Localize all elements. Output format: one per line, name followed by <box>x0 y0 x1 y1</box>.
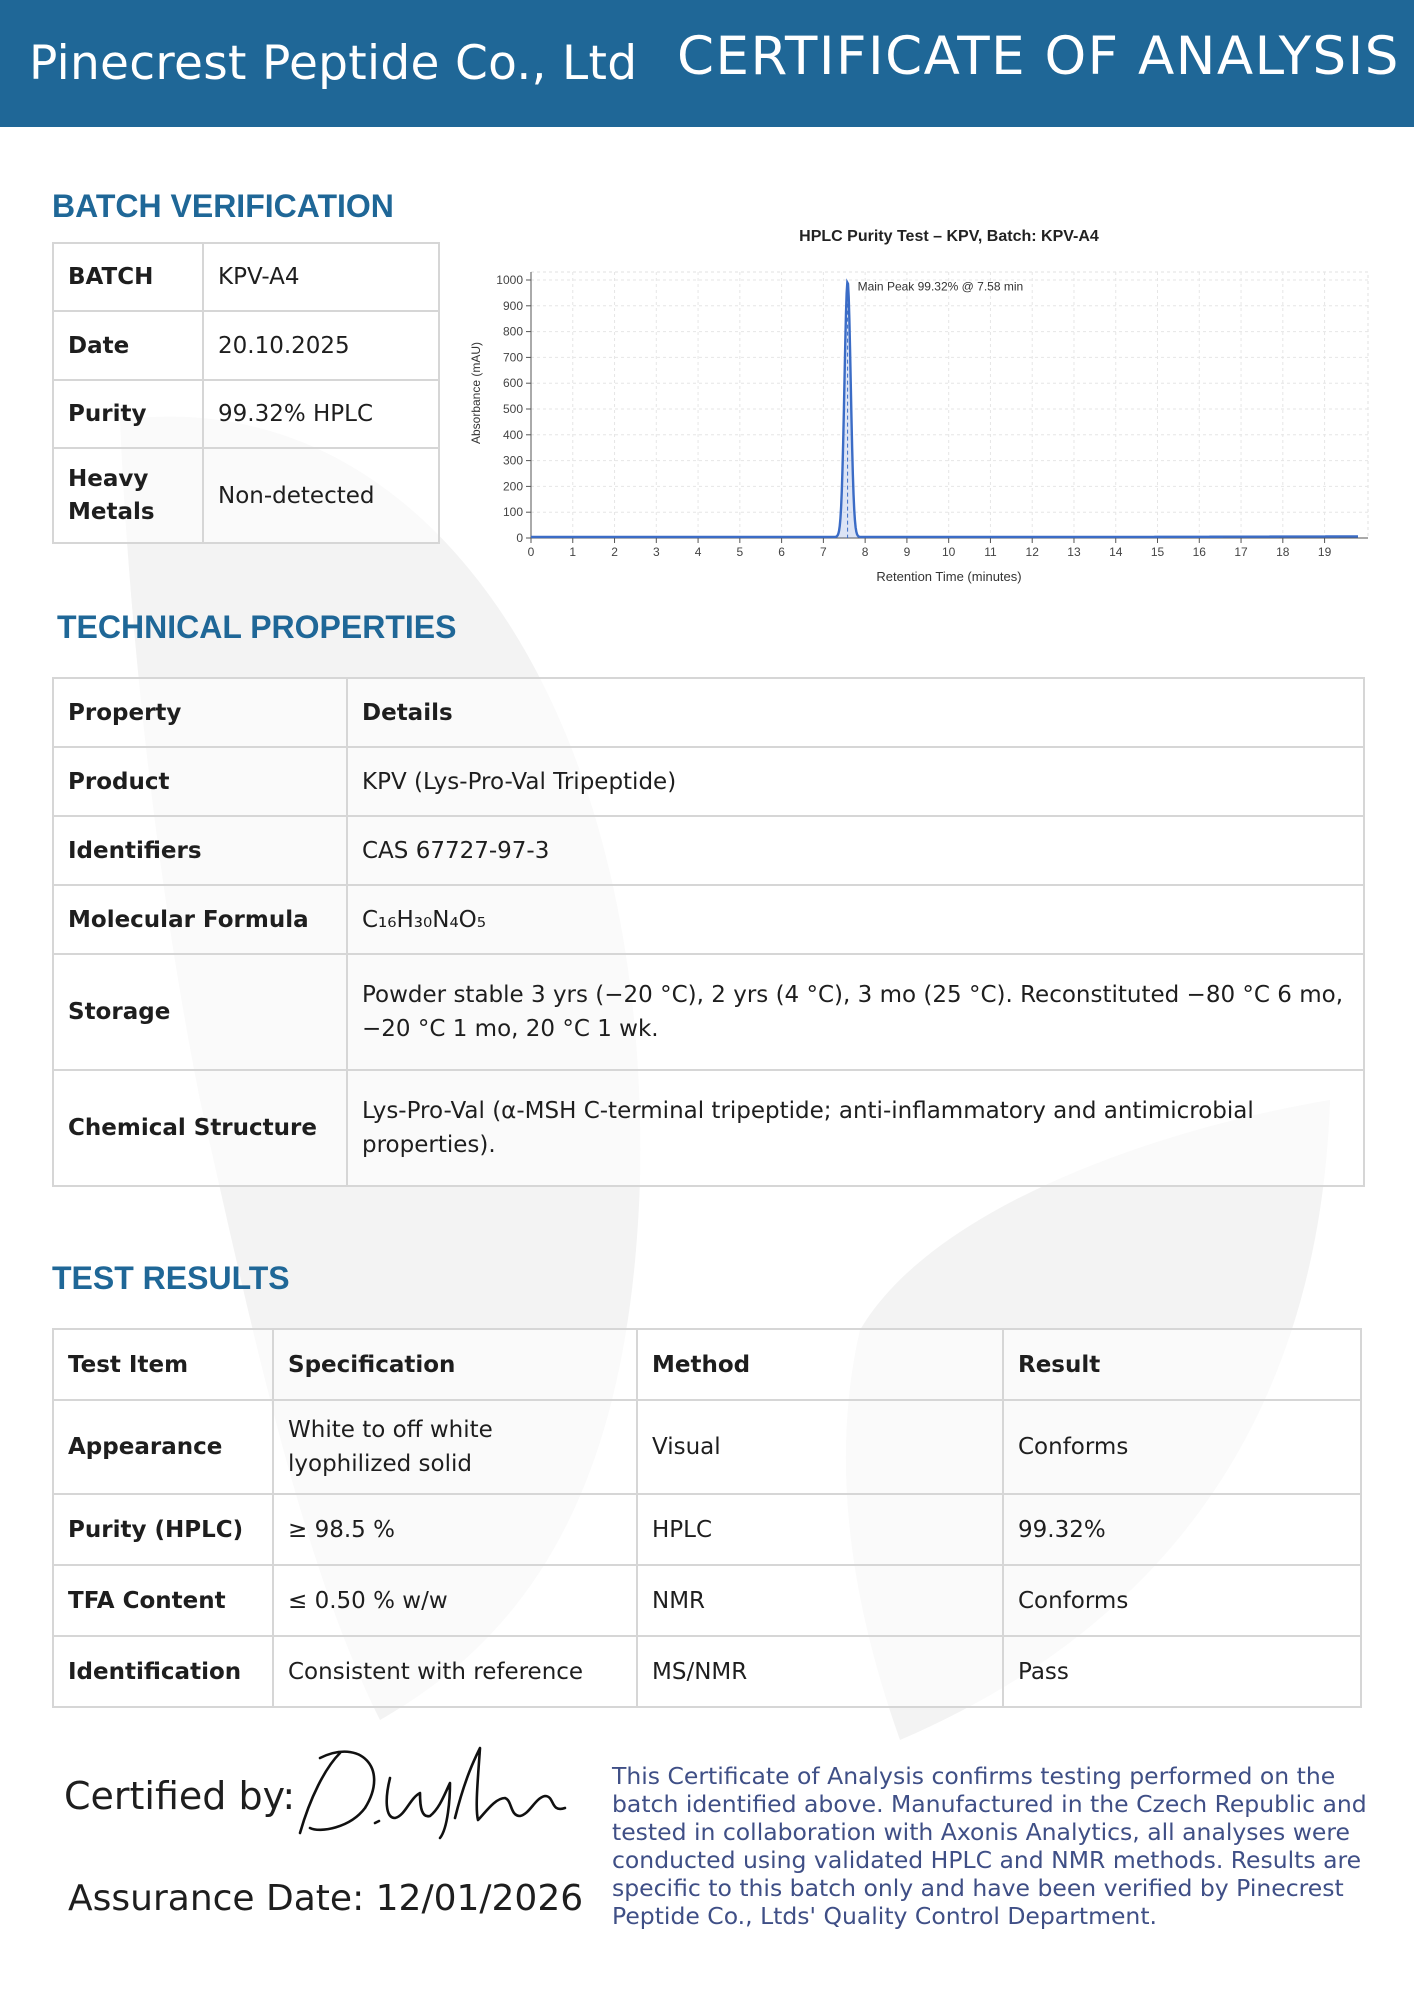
method-header: Method <box>637 1329 1003 1400</box>
chart-title: HPLC Purity Test – KPV, Batch: KPV-A4 <box>799 228 1099 245</box>
x-tick-label: 8 <box>861 545 869 559</box>
batch-table <box>52 242 440 544</box>
method: NMR <box>637 1565 1003 1636</box>
storage-value: Powder stable 3 yrs (−20 °C), 2 yrs (4 °C), 3 mo (25 °C). Reconstituted −80 °C 6 mo, −20 °C 1 mo, 20 °C 1 wk. <box>347 954 1364 1070</box>
x-tick-label: 17 <box>1234 545 1248 559</box>
formula-value: C₁₆H₃₀N₄O₅ <box>347 885 1364 954</box>
method: MS/NMR <box>637 1636 1003 1707</box>
date-label: Date <box>53 311 203 380</box>
specification: Consistent with reference <box>273 1636 637 1707</box>
formula-label: Molecular Formula <box>53 885 347 954</box>
table-row <box>53 1070 1364 1186</box>
x-tick-label: 18 <box>1276 545 1290 559</box>
y-tick-label: 800 <box>502 324 523 339</box>
result-header: Result <box>1003 1329 1361 1400</box>
result: Pass <box>1003 1636 1361 1707</box>
date-value: 20.10.2025 <box>203 311 439 380</box>
table-row <box>53 311 439 380</box>
x-tick-label: 6 <box>778 545 785 559</box>
results-section-title: TEST RESULTS <box>52 1260 290 1296</box>
specification: ≤ 0.50 % w/w <box>273 1565 637 1636</box>
technical-properties-table <box>52 677 1365 1187</box>
company-name: Pinecrest Peptide Co., Ltd <box>29 36 638 91</box>
x-tick-label: 12 <box>1025 545 1039 559</box>
property-header: Property <box>53 678 347 747</box>
test-results-table <box>52 1328 1362 1708</box>
test-item: Purity (HPLC) <box>53 1494 273 1565</box>
chart-axes <box>496 272 1368 559</box>
purity-label: Purity <box>53 380 203 448</box>
table-row <box>53 816 1364 885</box>
test-item: TFA Content <box>53 1565 273 1636</box>
test-item-header: Test Item <box>53 1329 273 1400</box>
identifiers-label: Identifiers <box>53 816 347 885</box>
result: 99.32% <box>1003 1494 1361 1565</box>
table-row <box>53 448 439 543</box>
test-item: Appearance <box>53 1400 273 1494</box>
result: Conforms <box>1003 1400 1361 1494</box>
table-row <box>53 954 1364 1070</box>
test-item: Identification <box>53 1636 273 1707</box>
certificate-statement: This Certificate of Analysis confirms testing performed on the batch identified above. Manufactured in the Czech Republic and tested in collaboration with Axonis Analytics, all analyses were conducted using validated HPLC and NMR methods. Results are specific to this batch only and have been verified by Pinecrest Peptide Co., Ltds' Quality Control Department. <box>612 1762 1367 1930</box>
y-tick-label: 300 <box>502 453 523 468</box>
x-tick-label: 1 <box>569 545 577 559</box>
y-tick-label: 600 <box>502 376 523 391</box>
specification: ≥ 98.5 % <box>273 1494 637 1565</box>
x-tick-label: 2 <box>611 545 618 559</box>
details-header: Details <box>347 678 1364 747</box>
table-row <box>53 1565 1361 1636</box>
table-row <box>53 380 439 448</box>
y-tick-label: 200 <box>502 479 523 494</box>
y-tick-label: 1000 <box>496 273 523 287</box>
method: Visual <box>637 1400 1003 1494</box>
table-header-row <box>53 1329 1361 1400</box>
specification: White to off white lyophilized solid <box>273 1400 637 1494</box>
purity-value: 99.32% HPLC <box>203 380 439 448</box>
table-row <box>53 747 1364 816</box>
x-tick-label: 13 <box>1067 545 1081 559</box>
x-tick-label: 5 <box>736 545 744 559</box>
y-tick-label: 700 <box>502 350 523 365</box>
peak-annotation: Main Peak 99.32% @ 7.58 min <box>857 279 1024 294</box>
batch-label: BATCH <box>53 243 203 311</box>
structure-label: Chemical Structure <box>53 1070 347 1186</box>
assurance-date: Assurance Date: 12/01/2026 <box>68 1878 584 1919</box>
storage-label: Storage <box>53 954 347 1070</box>
y-tick-label: 900 <box>502 298 523 313</box>
tech-section-title: TECHNICAL PROPERTIES <box>57 609 457 645</box>
batch-section-title: BATCH VERIFICATION <box>52 188 394 224</box>
method: HPLC <box>637 1494 1003 1565</box>
chromatogram-line <box>531 283 1358 537</box>
certified-by-label: Certified by: <box>64 1774 296 1818</box>
y-tick-label: 100 <box>502 505 523 520</box>
x-tick-label: 3 <box>652 545 660 559</box>
identifiers-value: CAS 67727-97-3 <box>347 816 1364 885</box>
table-row <box>53 1494 1361 1565</box>
x-tick-label: 9 <box>903 545 911 559</box>
x-axis-label: Retention Time (minutes) <box>876 569 1022 584</box>
table-row <box>53 243 439 311</box>
document-title: CERTIFICATE OF ANALYSIS <box>677 26 1400 87</box>
hplc-chart <box>458 218 1378 593</box>
batch-value: KPV-A4 <box>203 243 439 311</box>
signature <box>280 1738 580 1848</box>
x-tick-label: 19 <box>1317 545 1332 559</box>
y-tick-label: 0 <box>516 531 523 545</box>
specification-header: Specification <box>273 1329 637 1400</box>
y-axis-label: Absorbance (mAU) <box>469 341 483 445</box>
heavy-metals-label: Heavy Metals <box>53 448 203 543</box>
x-tick-label: 4 <box>694 545 702 559</box>
x-tick-label: 16 <box>1192 545 1206 559</box>
x-tick-label: 11 <box>984 545 997 559</box>
x-tick-label: 10 <box>941 545 956 559</box>
table-header-row <box>53 678 1364 747</box>
y-tick-label: 400 <box>502 427 523 442</box>
x-tick-label: 0 <box>527 545 535 559</box>
x-tick-label: 15 <box>1150 545 1165 559</box>
structure-value: Lys-Pro-Val (α-MSH C-terminal tripeptide; anti-inflammatory and antimicrobial properties). <box>347 1070 1364 1186</box>
product-value: KPV (Lys-Pro-Val Tripeptide) <box>347 747 1364 816</box>
chart-grid <box>531 272 1368 538</box>
table-row <box>53 1636 1361 1707</box>
header-banner <box>0 0 1414 127</box>
table-row <box>53 1400 1361 1494</box>
product-label: Product <box>53 747 347 816</box>
x-tick-label: 7 <box>820 545 827 559</box>
result: Conforms <box>1003 1565 1361 1636</box>
table-row <box>53 885 1364 954</box>
heavy-metals-value: Non-detected <box>203 448 439 543</box>
x-tick-label: 14 <box>1109 545 1123 559</box>
y-tick-label: 500 <box>502 402 523 416</box>
